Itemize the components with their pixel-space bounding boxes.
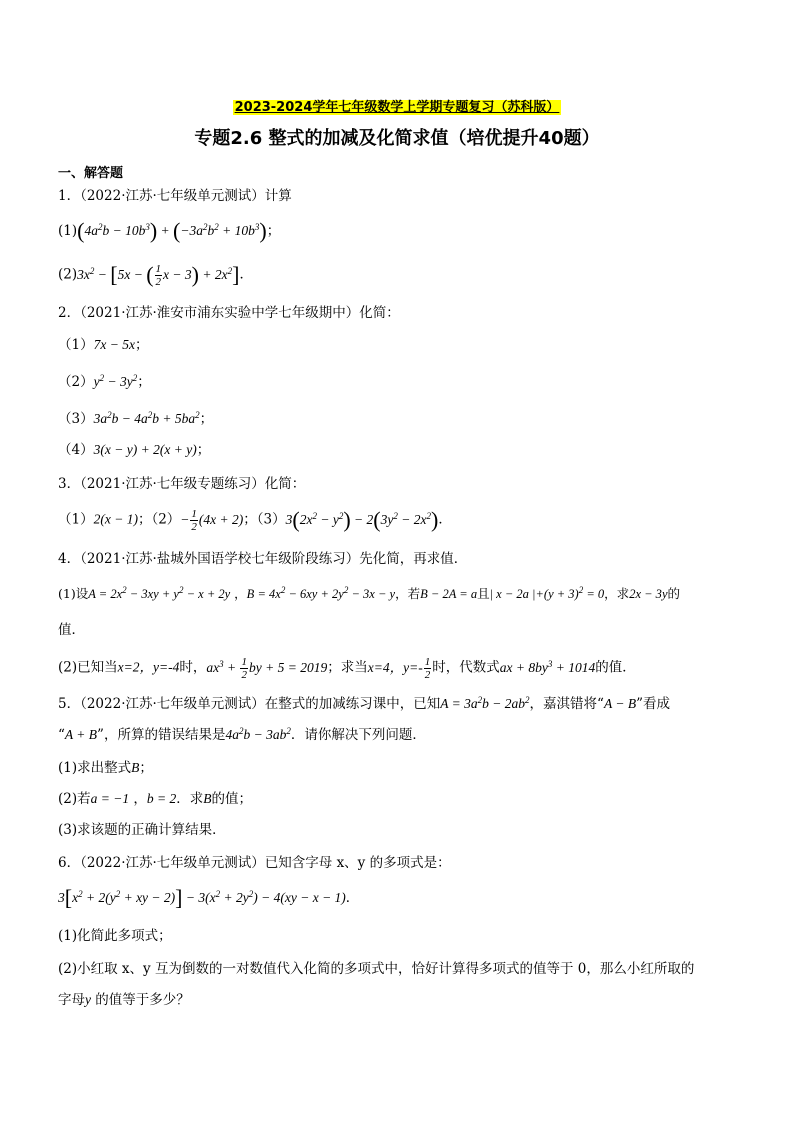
question-3-stem: 3．（2021·江苏·七年级专题练习）化简：	[58, 476, 306, 492]
question-4-part-1: (1)设$A = 2x^2 - 3xy + y^2 - x + 2y$ ，$B = 4x^2 - 6xy + 2y^2 - 3x - y$，若B − 2A = a且| x − 2a $|+(y + 3)^2 = 0$，求2x − 3y的	[58, 585, 681, 601]
question-5-part-1: (1)求出整式B；	[58, 760, 153, 776]
question-1-stem: 1．（2022·江苏·七年级单元测试）计算	[58, 188, 292, 204]
question-6-part-2: (2)小红取 x、y 互为倒数的一对数值代入化简的多项式中，恰好计算得多项式的值等于 0，那么小红所取的	[58, 961, 695, 977]
question-5-stem-line-2: “A + B”，所算的错误结果是$4a^2b - 3ab^2$．请你解决下列问题．	[58, 726, 426, 743]
question-5-part-3: (3)求该题的正确计算结果．	[58, 822, 226, 838]
series-banner	[0, 96, 794, 115]
question-1-part-1: $(1)(4a^2b - 10b^3) + (-3a^2b^2 + 10b^3)$；	[58, 218, 281, 243]
section-heading: 一、解答题	[58, 166, 124, 181]
question-2-stem: 2．（2021·江苏·淮安市浦东实验中学七年级期中）化简：	[58, 305, 400, 321]
question-4-part-1-tail: 值．	[58, 622, 85, 638]
page-title: 专题2.6 整式的加减及化简求值（培优提升40题）	[194, 128, 600, 149]
banner-text: 2023-2024学年七年级数学上学期专题复习（苏科版）	[234, 100, 560, 115]
question-2-part-3: $(3)3a^2b - 4a^2b + 5ba^2$；	[58, 410, 214, 427]
question-6-part-1: (1)化简此多项式；	[58, 928, 172, 944]
question-2-part-2: $(2)y^2 - 3y^2$；	[58, 373, 151, 390]
question-4-stem: 4．（2021·江苏·盐城外国语学校七年级阶段练习）先化简，再求值．	[58, 551, 468, 567]
question-5-stem: 5．（2022·江苏·七年级单元测试）在整式的加减练习课中，已知$A = 3a^2b - 2ab^2$，嘉淇错将“A − B”看成	[58, 695, 670, 712]
question-4-part-2: (2)已知当x=2，y=-4时，$ax^3$ + $\frac{1}{2}$ by + 5 = 2019；求当x=4，y=- $\frac{1}{2}$ 时，代数式ax + $8by^3 + 1014$的值．	[58, 656, 636, 681]
question-2-part-4: （4）3(x − y) + 2(x + y)；	[58, 442, 211, 458]
question-5-part-2: (2)若a = −1 ，b = 2．求B的值；	[58, 791, 253, 807]
question-6-stem: 6．（2022·江苏·七年级单元测试）已知含字母 x、y 的多项式是：	[58, 855, 451, 871]
question-6-part-2-line-2: 字母y 的值等于多少？	[58, 992, 190, 1008]
question-6-expression: $3[x^2 + 2(y^2$ + xy − $2)] - 3(x^2 + 2y^2) - 4(xy - x - 1)$．	[58, 885, 360, 910]
question-1-part-2: $(2)3x^2 - [5x$ − ( $\frac{1}{2}$ $x - 3) + 2x^2$]．	[58, 261, 253, 288]
question-2-part-1: （1）7x − 5x；	[58, 337, 149, 353]
question-3-parts: （1）2(x − 1)；（2）− $\frac{1}{2}$ (4x + 2)；$(3)3(2x^2 - y^2) - 2(3y^2 - 2x^2)$．	[58, 506, 452, 533]
